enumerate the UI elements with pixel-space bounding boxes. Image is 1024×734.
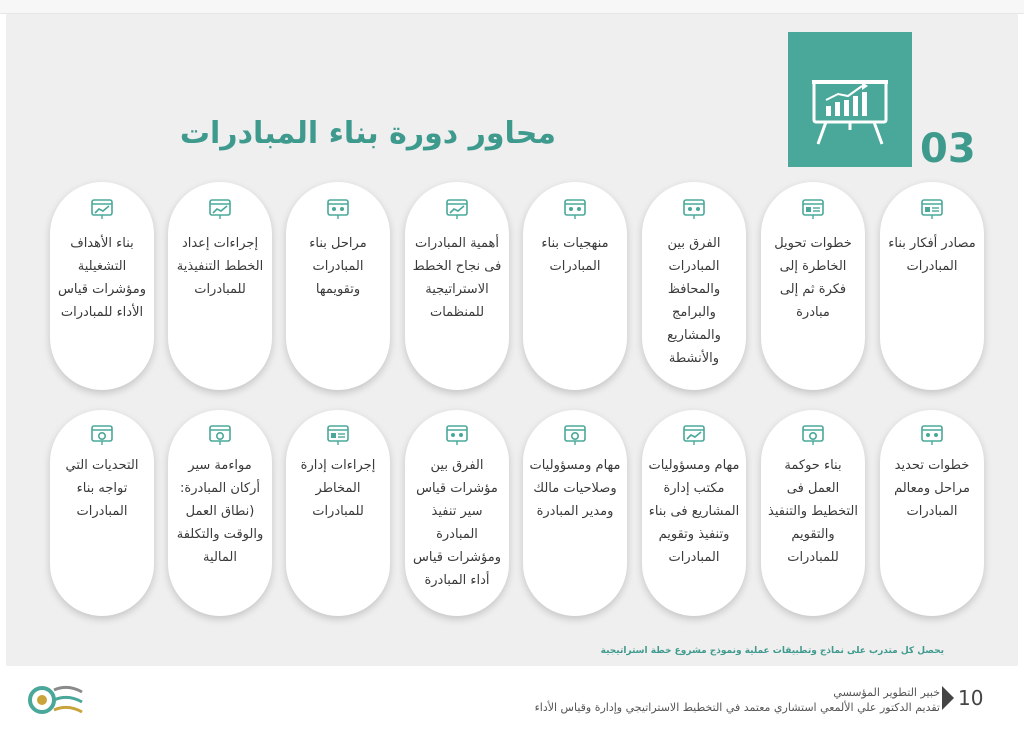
team-screen-icon bbox=[444, 422, 470, 448]
initiative-card-label: خطوات تحديد مراحل ومعالم المبادرات bbox=[894, 458, 970, 519]
almaie-logo-icon bbox=[28, 680, 88, 720]
initiative-card-label: إجراءات إدارة المخاطر للمبادرات bbox=[300, 458, 376, 519]
gears-growth-icon bbox=[89, 422, 115, 448]
footer-subtitle: خبير التطوير المؤسسي bbox=[833, 686, 940, 699]
initiative-card-label: مهام ومسؤوليات وصلاحيات مالك ومدير المبادرة bbox=[529, 458, 621, 519]
trainee-note: يحصل كل متدرب على نماذج وتطبيقات عملية ونموذج مشروع خطة استراتيجية bbox=[600, 646, 944, 656]
idea-process-icon bbox=[800, 196, 826, 222]
initiative-card bbox=[761, 182, 865, 390]
page-title: محاور دورة بناء المبادرات bbox=[179, 116, 556, 151]
initiative-card bbox=[642, 410, 746, 616]
initiative-card-label: الفرق بين المبادرات والمحافظ والبرامج والمشاريع والأنشطة bbox=[667, 236, 721, 366]
initiative-card-label: مصادر أفكار بناء المبادرات bbox=[888, 236, 976, 274]
lightbulb-chart-icon bbox=[444, 196, 470, 222]
section-number: 03 bbox=[920, 126, 976, 172]
initiative-card-label: مراحل بناء المبادرات وتقويمها bbox=[309, 236, 367, 297]
initiative-card-label: بناء حوكمة العمل فى التخطيط والتنفيذ والتقويم للمبادرات bbox=[768, 458, 858, 565]
presenter-board-icon bbox=[919, 422, 945, 448]
browser-window-icon bbox=[325, 422, 351, 448]
tablet-settings-icon bbox=[800, 422, 826, 448]
initiative-card bbox=[405, 410, 509, 616]
presentation-board-chart-icon bbox=[812, 76, 888, 146]
initiative-card-label: بناء الأهداف التشغيلية ومؤشرات قياس الأداء للمبادرات bbox=[58, 236, 146, 320]
page-arrow-icon bbox=[942, 686, 954, 710]
initiative-card-label: إجراءات إعداد الخطط التنفيذية للمبادرات bbox=[176, 236, 264, 297]
presentation-team-icon bbox=[681, 196, 707, 222]
initiative-card-label: الفرق بين مؤشرات قياس سير تنفيذ المبادرة ومؤشرات قياس أداء المبادرة bbox=[413, 458, 501, 588]
initiative-card bbox=[523, 410, 627, 616]
initiative-card bbox=[880, 182, 984, 390]
initiative-card-label: التحديات التي تواجه بناء المبادرات bbox=[65, 458, 139, 519]
flowchart-icon bbox=[207, 196, 233, 222]
initiative-card-label: خطوات تحويل الخاطرة إلى فكرة ثم إلى مبادرة bbox=[774, 236, 852, 320]
report-chart-icon bbox=[681, 422, 707, 448]
section-icon-box bbox=[788, 32, 912, 167]
slide bbox=[6, 14, 1018, 666]
initiative-card bbox=[50, 410, 154, 616]
page-top-strip bbox=[0, 0, 1024, 14]
initiative-card bbox=[286, 410, 390, 616]
monitor-gear-icon bbox=[207, 422, 233, 448]
team-network-icon bbox=[562, 196, 588, 222]
initiative-card-label: مهام ومسؤوليات مكتب إدارة المشاريع فى بناء وتنفيذ وتقويم المبادرات bbox=[648, 458, 740, 565]
footer bbox=[0, 666, 1024, 734]
initiative-card bbox=[50, 182, 154, 390]
initiative-card bbox=[286, 182, 390, 390]
initiative-card-label: منهجيات بناء المبادرات bbox=[541, 236, 609, 274]
initiative-card bbox=[761, 410, 865, 616]
initiative-card bbox=[880, 410, 984, 616]
initiative-card bbox=[405, 182, 509, 390]
website-layout-icon bbox=[919, 196, 945, 222]
initiative-card bbox=[168, 410, 272, 616]
initiative-card-label: أهمية المبادرات فى نجاح الخطط الاستراتيجية للمنظمات bbox=[412, 236, 502, 320]
page-number: 10 bbox=[958, 686, 984, 710]
footer-presenter: تقديم الدكتور علي الألمعي استشاري معتمد في التخطيط الاستراتيجي وإدارة وقياس الأداء bbox=[534, 701, 940, 714]
initiative-card bbox=[642, 182, 746, 390]
climbing-stairs-icon bbox=[89, 196, 115, 222]
initiative-card bbox=[168, 182, 272, 390]
people-cycle-icon bbox=[562, 422, 588, 448]
initiative-card bbox=[523, 182, 627, 390]
initiative-card-label: مواءمة سير أركان المبادرة: (نطاق العمل والوقت والتكلفة المالية bbox=[176, 458, 264, 565]
document-person-icon bbox=[325, 196, 351, 222]
